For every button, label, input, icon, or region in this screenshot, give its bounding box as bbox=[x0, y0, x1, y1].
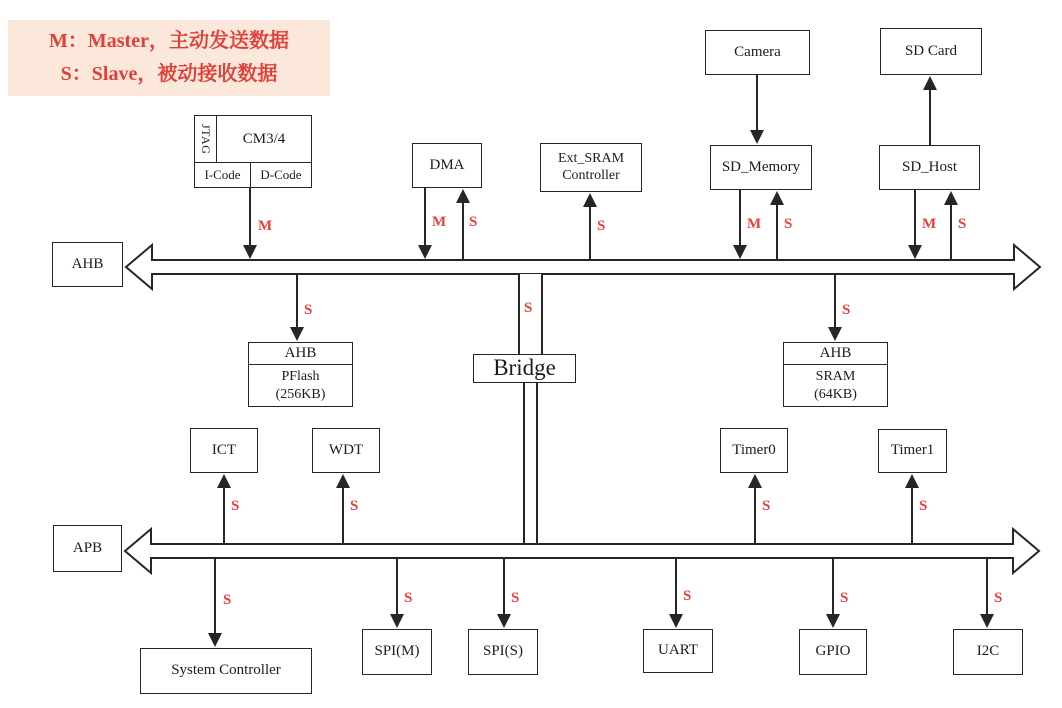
ext-sram-line2: Controller bbox=[562, 167, 620, 183]
bridge-box: Bridge bbox=[473, 354, 576, 383]
jtag-cell: JTAG bbox=[195, 116, 217, 162]
cm34-box bbox=[194, 115, 312, 188]
sd-memory-slave-marker: S bbox=[784, 216, 793, 232]
dma-slave-marker: S bbox=[469, 214, 478, 230]
spi-m-slave-marker: S bbox=[404, 590, 413, 606]
cm34-master-arrow bbox=[249, 188, 251, 246]
cm34-master-marker: M bbox=[258, 218, 273, 234]
system-controller-slave-arrow bbox=[214, 558, 216, 634]
ext-sram-controller-box bbox=[540, 143, 642, 192]
legend-slave-line: S：Slave，被动接收数据 bbox=[60, 63, 278, 85]
wdt-box: WDT bbox=[312, 428, 380, 473]
i2c-slave-marker: S bbox=[994, 590, 1003, 606]
wdt-slave-arrow bbox=[342, 487, 344, 544]
dma-slave-arrow bbox=[462, 202, 464, 260]
dma-master-marker: M bbox=[432, 214, 447, 230]
sd-memory-master-arrow bbox=[739, 190, 741, 246]
sram-slave-arrow bbox=[834, 274, 836, 328]
gpio-slave-marker: S bbox=[840, 590, 849, 606]
timer1-box: Timer1 bbox=[878, 429, 947, 473]
ahb-pflash-box bbox=[248, 342, 353, 407]
ahb-bus-label-box: AHB bbox=[52, 242, 123, 287]
apb-bus-label-box: APB bbox=[53, 525, 122, 572]
ict-slave-arrow bbox=[223, 487, 225, 544]
sd-host-slave-marker: S bbox=[958, 216, 967, 232]
dcode-cell: D-Code bbox=[260, 167, 302, 182]
timer1-slave-arrow bbox=[911, 487, 913, 544]
bridge-slave-marker: S bbox=[524, 300, 533, 316]
legend-master-line: M：Master，主动发送数据 bbox=[49, 30, 289, 52]
sram-body bbox=[784, 365, 887, 406]
pflash-name: PFlash bbox=[281, 369, 320, 384]
sd-memory-master-marker: M bbox=[747, 216, 762, 232]
sd-card-box: SD Card bbox=[880, 28, 982, 75]
icode-cell: I-Code bbox=[195, 163, 251, 187]
cm34-top-row bbox=[195, 116, 311, 162]
sd-host-slave-arrow bbox=[950, 204, 952, 260]
system-controller-slave-marker: S bbox=[223, 592, 232, 608]
spi-s-box: SPI(S) bbox=[468, 629, 538, 675]
cm34-core-cell: CM3/4 bbox=[242, 130, 286, 147]
sram-name: SRAM bbox=[815, 369, 856, 384]
system-controller-box: System Controller bbox=[140, 648, 312, 694]
sd-memory-box: SD_Memory bbox=[710, 145, 812, 190]
sram-bus-header: AHB bbox=[784, 343, 887, 365]
pflash-size: (256KB) bbox=[275, 386, 326, 402]
spi-s-slave-arrow bbox=[503, 558, 505, 615]
ext-sram-slave-marker: S bbox=[597, 218, 606, 234]
pflash-slave-arrow bbox=[296, 274, 298, 328]
timer0-box: Timer0 bbox=[720, 428, 788, 473]
apb-bus bbox=[122, 526, 1042, 576]
i2c-slave-arrow bbox=[986, 558, 988, 615]
ahb-sram-box bbox=[783, 342, 888, 407]
legend bbox=[8, 20, 330, 96]
sram-size: (64KB) bbox=[814, 386, 857, 402]
bridge-lower-channel bbox=[523, 383, 538, 543]
dma-master-arrow bbox=[424, 188, 426, 246]
pflash-bus-header: AHB bbox=[249, 343, 352, 365]
ahb-bus bbox=[123, 242, 1043, 292]
sdhost-to-sdcard-arrow bbox=[929, 89, 931, 145]
i2c-box: I2C bbox=[953, 629, 1023, 675]
uart-slave-marker: S bbox=[683, 588, 692, 604]
timer0-slave-marker: S bbox=[762, 498, 771, 514]
sd-host-box: SD_Host bbox=[879, 145, 980, 190]
camera-box: Camera bbox=[705, 30, 810, 75]
camera-to-sdmemory-arrow bbox=[756, 75, 758, 131]
uart-slave-arrow bbox=[675, 558, 677, 615]
ext-sram-line1: Ext_SRAM bbox=[557, 151, 625, 167]
sram-slave-marker: S bbox=[842, 302, 851, 318]
timer1-slave-marker: S bbox=[919, 498, 928, 514]
gpio-slave-arrow bbox=[832, 558, 834, 615]
pflash-body bbox=[249, 365, 352, 406]
timer0-slave-arrow bbox=[754, 487, 756, 544]
ext-sram-slave-arrow bbox=[589, 206, 591, 260]
ict-slave-marker: S bbox=[231, 498, 240, 514]
spi-m-slave-arrow bbox=[396, 558, 398, 615]
uart-box: UART bbox=[643, 629, 713, 673]
spi-s-slave-marker: S bbox=[511, 590, 520, 606]
cm34-bottom-row bbox=[195, 162, 311, 187]
sd-host-master-arrow bbox=[914, 190, 916, 246]
pflash-slave-marker: S bbox=[304, 302, 313, 318]
ict-box: ICT bbox=[190, 428, 258, 473]
wdt-slave-marker: S bbox=[350, 498, 359, 514]
spi-m-box: SPI(M) bbox=[362, 629, 432, 675]
sd-host-master-marker: M bbox=[922, 216, 937, 232]
sd-memory-slave-arrow bbox=[776, 204, 778, 260]
dma-box: DMA bbox=[412, 143, 482, 188]
gpio-box: GPIO bbox=[799, 629, 867, 675]
